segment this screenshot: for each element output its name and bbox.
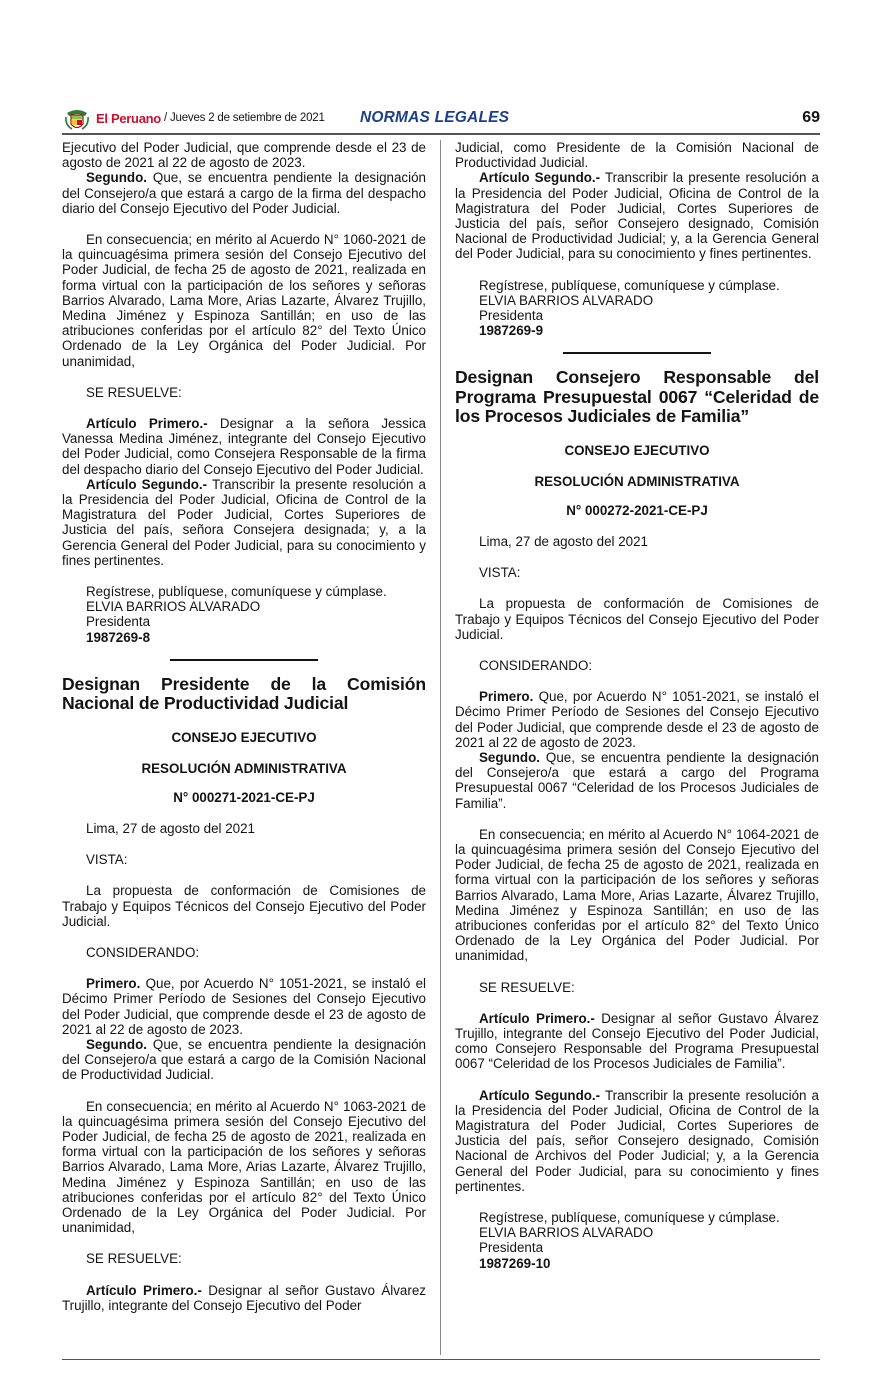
document-code: 1987269-10 [479,1255,551,1271]
coat-of-arms-icon [64,107,90,133]
section-title: NORMAS LEGALES [360,109,510,126]
column-divider [440,140,441,1355]
paragraph-label: Primero. [479,689,534,705]
paragraph [455,750,819,811]
paragraph-text: Que, por Acuerdo N° 1051-2021, se instaló el Décimo Primer Período de Sesiones del Consejo Ejecutivo del Poder Judicial, que comprende desde el 23 de agosto de 2021 al 22 de agosto de 2023. [455,689,819,750]
considerando-heading: CONSIDERANDO: [479,657,593,673]
page-number: 69 [802,109,820,126]
vista-heading: VISTA: [86,852,128,868]
paragraph-text: Que, por Acuerdo N° 1051-2021, se instaló el Décimo Primer Período de Sesiones del Consejo Ejecutivo del Poder Judicial, que comprende desde el 23 de agosto de 2021 al 22 de agosto de 2023. [62,976,426,1037]
resolve-heading: SE RESUELVE: [86,384,182,400]
paragraph [62,170,426,216]
article-paragraph [62,1283,426,1313]
paragraph [455,689,819,750]
article-text: Designar a la señora Jessica Vanessa Medina Jiménez, integrante del Consejo Ejecutivo del Poder Judicial, como Consejera Responsable de la firma del despacho diario del Consejo Ejecutivo del Poder Judicial. [62,416,426,477]
resolve-heading: SE RESUELVE: [479,979,575,995]
newspaper-brand: El Peruano [96,111,161,126]
resolve-heading: SE RESUELVE: [86,1251,182,1267]
article-text: Designar al señor Gustavo Álvarez Trujillo, integrante del Consejo Ejecutivo del Poder [62,1282,426,1313]
paragraph [62,976,426,1037]
article-text: Designar al señor Gustavo Álvarez Trujillo, integrante del Consejo Ejecutivo del Poder Judicial, como Consejero Responsable del Programa Presupuestal 0067 “Celeridad de los Procesos Judiciales de Familia”. [455,1010,819,1072]
footer-divider [62,1359,820,1360]
signer-name: ELVIA BARRIOS ALVARADO [86,599,261,615]
signer-name: ELVIA BARRIOS ALVARADO [479,292,654,308]
paragraph [62,1037,426,1083]
header-divider [62,133,820,135]
paragraph-label: Primero. [86,976,141,992]
article-text: Transcribir la presente resolución a la Presidencia del Poder Judicial, Oficina de Control de la Magistratura del Poder Judicial, Cortes Superiores de Justicia del país, señor Consejero designado, Comisión Nacional de Archivos del Poder Judicial; y, a la Gerencia General del Poder Judicial, para su conocimiento y fines pertinentes. [455,1087,820,1194]
paragraph: Judicial, como Presidente de la Comisión Nacional de Productividad Judicial. [455,140,819,171]
signer-role: Presidenta [479,1240,544,1256]
notice-separator [170,659,318,661]
notice-title: Designan Consejero Responsable del Programa Presupuestal 0067 “Celeridad de los Procesos Judiciales de Familia” [455,367,819,427]
signer-role: Presidenta [479,308,544,324]
paragraph-label: Segundo. [86,1036,147,1052]
article-label: Artículo Primero.- [86,1282,202,1298]
paragraph-label: Segundo. [479,749,540,765]
resolution-type: RESOLUCIÓN ADMINISTRATIVA [141,761,347,777]
issuing-body: CONSEJO EJECUTIVO [564,442,710,458]
paragraph-text: Que, se encuentra pendiente la designación del Consejero/a que estará a cargo de la firma del despacho diario del Consejo Ejecutivo del Poder Judicial. [62,170,426,216]
place-date: Lima, 27 de agosto del 2021 [86,820,255,836]
article-label: Artículo Segundo.- [86,476,208,492]
paragraph-label: Segundo. [86,170,147,186]
notice-separator [563,352,711,354]
paragraph-text: Que, se encuentra pendiente la designación del Consejero/a que estará a cargo de la Comisión Nacional de Productividad Judicial. [62,1036,426,1083]
paragraph: En consecuencia; en mérito al Acuerdo N° 1060-2021 de la quincuagésima primera sesión del Consejo Ejecutivo del Poder Judicial, de fecha 25 de agosto de 2021, realizada en forma virtual con la participación de los señores y señoras Barrios Alvarado, Lama More, Arias Lazarte, Álvarez Trujillo, Medina Jiménez y Espinoza Santillán; en uso de las atribuciones conferidas por el artículo 82° del Texto Único Ordenado de la Ley Orgánica del Poder Judicial. Por unanimidad, [62,232,426,369]
closing-formula: Regístrese, publíquese, comuníquese y cúmplase. [479,277,780,293]
place-date: Lima, 27 de agosto del 2021 [479,533,648,549]
article-paragraph [455,1088,819,1194]
article-label: Artículo Segundo.- [479,170,601,186]
closing-formula: Regístrese, publíquese, comuníquese y cúmplase. [86,584,387,600]
paragraph: Ejecutivo del Poder Judicial, que comprende desde el 23 de agosto de 2021 al 22 de agosto de 2023. [62,140,426,171]
article-label: Artículo Primero.- [86,416,208,432]
article-paragraph [62,477,426,568]
article-text: Transcribir la presente resolución a la Presidencia del Poder Judicial, Oficina de Control de la Magistratura del Poder Judicial, Cortes Superiores de Justicia del país, señora Consejera designada; y, a la Gerencia General del Poder Judicial, para su conocimiento y fines pertinentes. [62,476,427,568]
article-label: Artículo Segundo.- [479,1087,601,1103]
article-paragraph [455,170,819,261]
resolution-number: N° 000272-2021-CE-PJ [566,502,708,518]
article-text: Transcribir la presente resolución a la Presidencia del Poder Judicial, Oficina de Control de la Magistratura del Poder Judicial, Cortes Superiores de Justicia del país, señor Consejero designado, Comisión Nacional de Productividad Judicial; y, a la Gerencia General del Poder Judicial, para su conocimiento y fines pertinentes. [455,170,820,262]
right-column [455,140,819,1271]
page-header [62,103,820,135]
document-code: 1987269-9 [479,323,544,339]
considerando-heading: CONSIDERANDO: [86,944,200,960]
vista-heading: VISTA: [479,565,521,581]
resolution-type: RESOLUCIÓN ADMINISTRATIVA [534,474,740,490]
article-paragraph [62,416,426,477]
issue-date: / Jueves 2 de setiembre de 2021 [164,112,325,124]
signer-name: ELVIA BARRIOS ALVARADO [479,1225,654,1241]
closing-formula: Regístrese, publíquese, comuníquese y cúmplase. [479,1210,780,1226]
paragraph: En consecuencia; en mérito al Acuerdo N° 1064-2021 de la quincuagésima primera sesión del Consejo Ejecutivo del Poder Judicial, de fecha 25 de agosto de 2021, realizada en forma virtual con la participación de los señores y señoras Barrios Alvarado, Lama More, Arias Lazarte, Álvarez Trujillo, Medina Jiménez y Espinoza Santillán; en uso de las atribuciones conferidas por el artículo 82° del Texto Único Ordenado de la Ley Orgánica del Poder Judicial. Por unanimidad, [455,826,819,964]
resolution-number: N° 000271-2021-CE-PJ [173,789,315,805]
paragraph: La propuesta de conformación de Comisiones de Trabajo y Equipos Técnicos del Consejo Ejecutivo del Poder Judicial. [455,596,819,642]
issuing-body: CONSEJO EJECUTIVO [171,729,317,745]
paragraph-text: Que, se encuentra pendiente la designación del Consejero/a que estará a cargo del Programa Presupuestal 0067 “Celeridad de los Procesos Judiciales de Familia”. [455,749,819,811]
paragraph: En consecuencia; en mérito al Acuerdo N° 1063-2021 de la quincuagésima primera sesión del Consejo Ejecutivo del Poder Judicial, de fecha 25 de agosto de 2021, realizada en forma virtual con la participación de los señores y señoras Barrios Alvarado, Lama More, Arias Lazarte, Álvarez Trujillo, Medina Jiménez y Espinoza Santillán; en uso de las atribuciones conferidas por el artículo 82° del Texto Único Ordenado de la Ley Orgánica del Poder Judicial. Por unanimidad, [62,1098,426,1236]
notice-title: Designan Presidente de la Comisión Nacional de Productividad Judicial [62,673,426,714]
article-paragraph [455,1011,819,1072]
paragraph: La propuesta de conformación de Comisiones de Trabajo y Equipos Técnicos del Consejo Ejecutivo del Poder Judicial. [62,883,426,929]
document-code: 1987269-8 [86,629,151,645]
article-label: Artículo Primero.- [479,1010,595,1026]
signer-role: Presidenta [86,614,151,630]
left-column [62,140,426,1313]
